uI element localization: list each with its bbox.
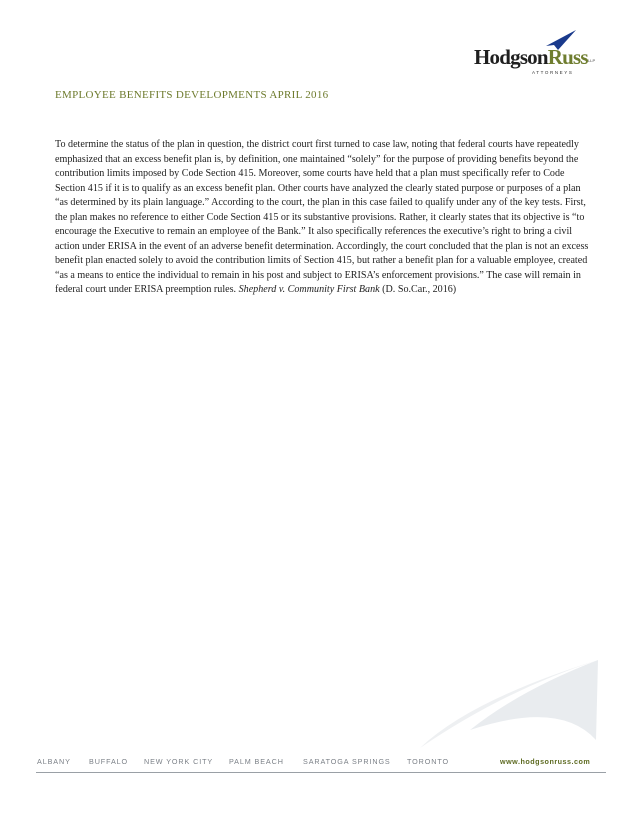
office-toronto: TORONTO — [407, 757, 449, 766]
page-title: EMPLOYEE BENEFITS DEVELOPMENTS APRIL 2016 — [55, 89, 329, 101]
logo-name-hodgson: Hodgson — [474, 45, 548, 69]
office-buffalo: BUFFALO — [89, 757, 129, 766]
paragraph-text: To determine the status of the plan in question, the district court first turned to case law, noting that federal courts have repeatedly emphasized that an excess benefit plan is, by definition, one maintained “solely” for the purpose of providing benefits beyond the contribution limits imposed by Code Section 415. Moreover, some courts have held that a plan must specifically refer to Code Section 415 if it is to qualify as an excess benefit plan. Other courts have analyzed the clearly stated purpose or purposes of a plan “as determined by its plain language.” According to the court, the plan in this case failed to qualify under any of the key tests. First, the plan makes no reference to either Code Section 415 or its substantive provisions. Rather, it clearly states that its objective is “to encourage the Executive to remain an employee of the Bank.” It also specifically references the executive’s right to bring a civil action under ERISA in the event of an adverse benefit determination. Accordingly, the court concluded that the plan is not an excess benefit plan enacted solely to avoid the contribution limits of Section 415, but rather a benefit plan for a valuable employee, created “as a means to entice the individual to remain in his post and subject to ERISA’s enforcement provisions.” The case will remain in federal court under ERISA preemption rules. — [55, 139, 589, 296]
case-citation-detail: (D. So.Car., 2016) — [382, 284, 457, 296]
footer-offices — [37, 757, 597, 771]
logo-llp: LLP — [588, 58, 596, 63]
office-saratoga-springs: SARATOGA SPRINGS — [303, 757, 391, 766]
body-paragraph — [55, 138, 593, 298]
logo-name-russ: Russ — [547, 45, 588, 69]
logo-wordmark — [474, 47, 588, 68]
office-albany: ALBANY — [37, 757, 71, 766]
website-link[interactable]: www.hodgsonruss.com — [500, 757, 591, 766]
office-palm-beach: PALM BEACH — [229, 757, 284, 766]
office-new-york-city: NEW YORK CITY — [144, 757, 214, 766]
document-body — [55, 138, 593, 298]
footer-divider — [36, 772, 606, 773]
case-citation-name: Shepherd v. Community First Bank — [238, 284, 380, 296]
logo-subtitle: ATTORNEYS — [532, 70, 574, 75]
hodgson-russ-logo — [470, 28, 600, 76]
